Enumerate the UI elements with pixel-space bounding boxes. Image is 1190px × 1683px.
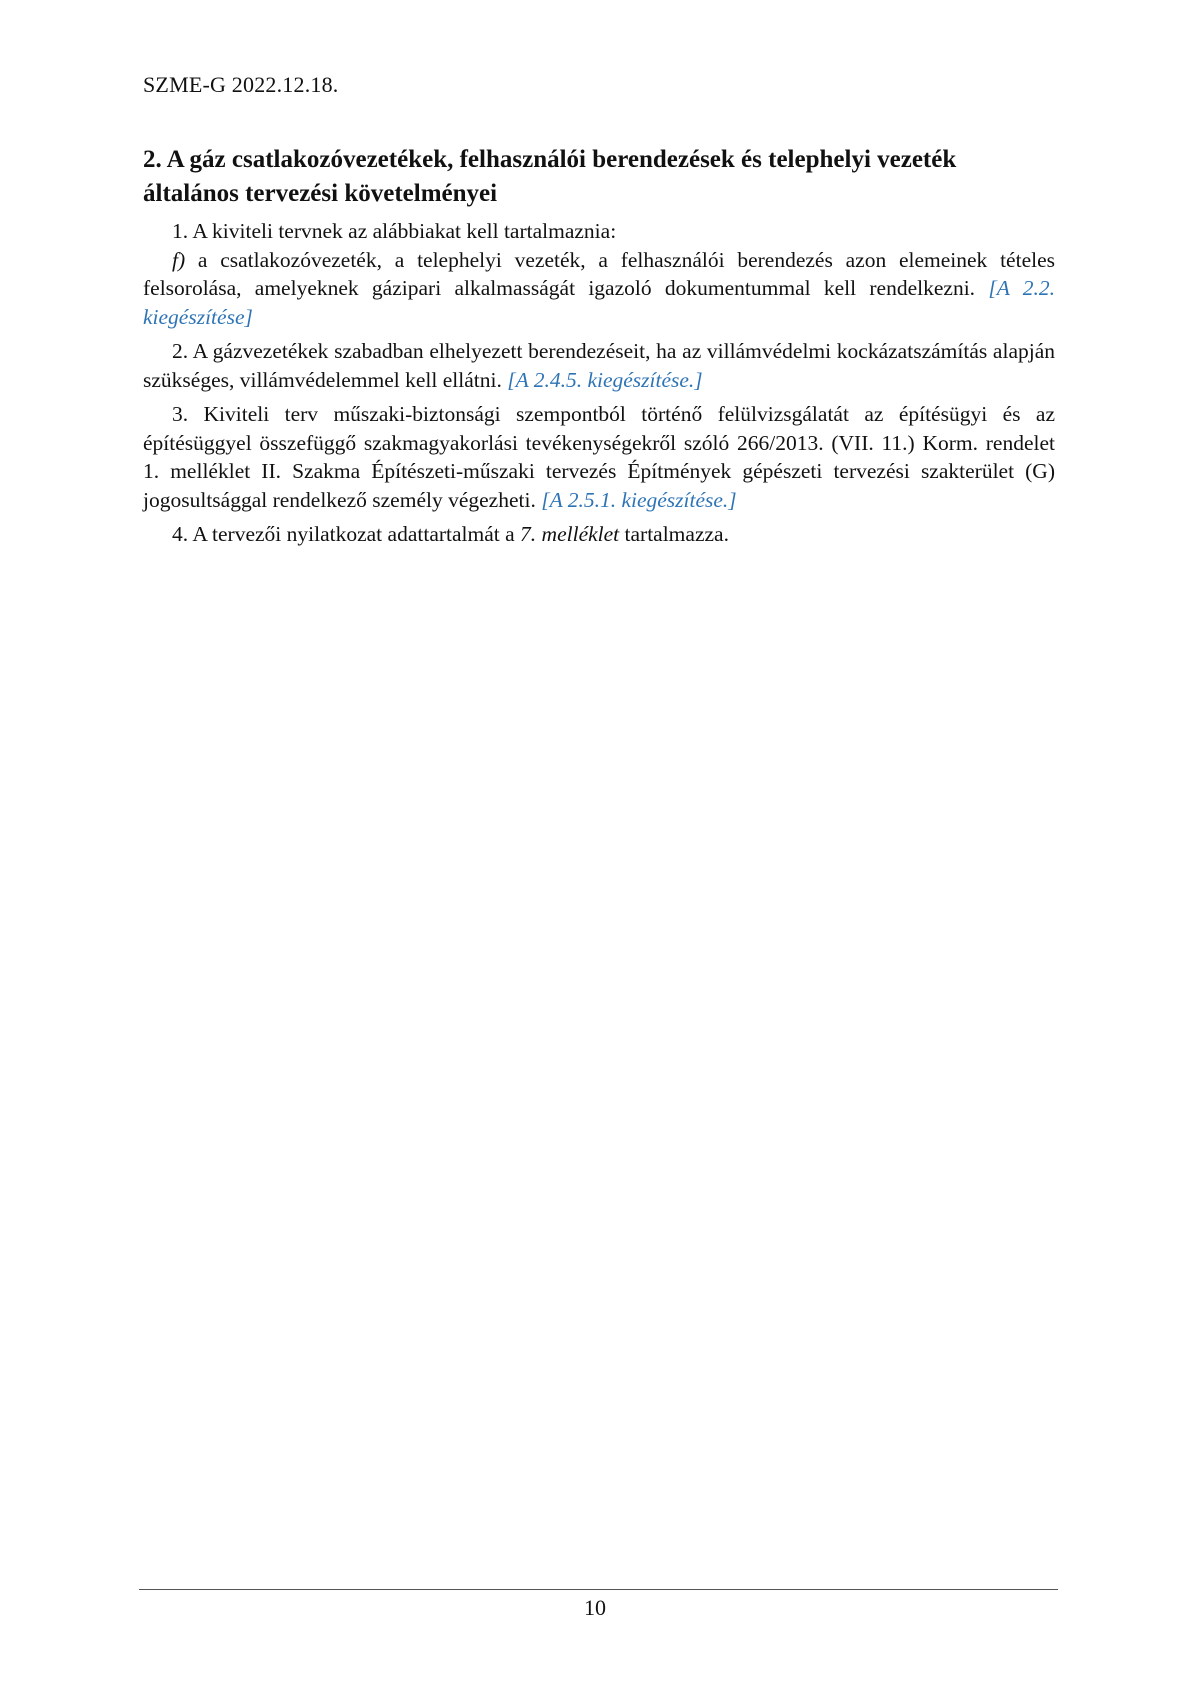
reference-link-2-4-5[interactable]: [A 2.4.5. kiegészítése.] xyxy=(507,367,703,392)
paragraph-2 xyxy=(143,337,1055,394)
section-title: 2. A gáz csatlakozóvezetékek, felhasználói berendezések és telephelyi vezeték általános tervezési követelményei xyxy=(143,146,957,207)
paragraph-3 xyxy=(143,400,1055,514)
document-header: SZME-G 2022.12.18. xyxy=(143,72,339,97)
paragraph-4 xyxy=(143,520,1055,549)
reference-link-2-5-1[interactable]: [A 2.5.1. kiegészítése.] xyxy=(541,487,737,512)
item-marker: f) xyxy=(172,247,186,272)
paragraph-4-text-after: tartalmazza. xyxy=(619,522,729,546)
main-content xyxy=(143,143,1055,555)
page-number: 10 xyxy=(584,1595,606,1620)
paragraph-3-text: 3. Kiviteli terv műszaki-biztonsági szempontból történő felülvizsgálatát az építésügyi és az építésüggyel összefüggő szakmagyakorlási tevékenységekről szóló 266/2013. (VII. 11.) Korm. rendelet 1. melléklet II. Szakma Építészeti-műszaki tervezés Építmények gépészeti tervezési szakterület (G) jogosultsággal rendelkező személy végezheti. xyxy=(143,402,1055,512)
reference-link-2-2[interactable]: [A 2.2. kiegészítése] xyxy=(143,276,1055,329)
paragraph-2-text: 2. A gázvezetékek szabadban elhelyezett berendezéseit, ha az villámvédelmi kockázatszámítás alapján szükséges, villámvédelemmel kell ellátni. xyxy=(143,339,1055,392)
annex-reference: 7. melléklet xyxy=(520,522,620,546)
paragraph-4-text-before: 4. A tervezői nyilatkozat adattartalmát a xyxy=(172,522,521,546)
paragraph-1-intro: 1. A kiviteli tervnek az alábbiakat kell tartalmaznia: xyxy=(172,219,617,243)
item-f-text: a csatlakozóvezeték, a telephelyi vezeték, a felhasználói berendezés azon elemeinek tételes felsorolása, amelyeknek gázipari alkalmasságát igazoló dokumentummal kell rendelkezni. xyxy=(143,247,1055,300)
paragraph-1-item-f xyxy=(143,246,1055,332)
footer-divider xyxy=(139,1589,1058,1590)
